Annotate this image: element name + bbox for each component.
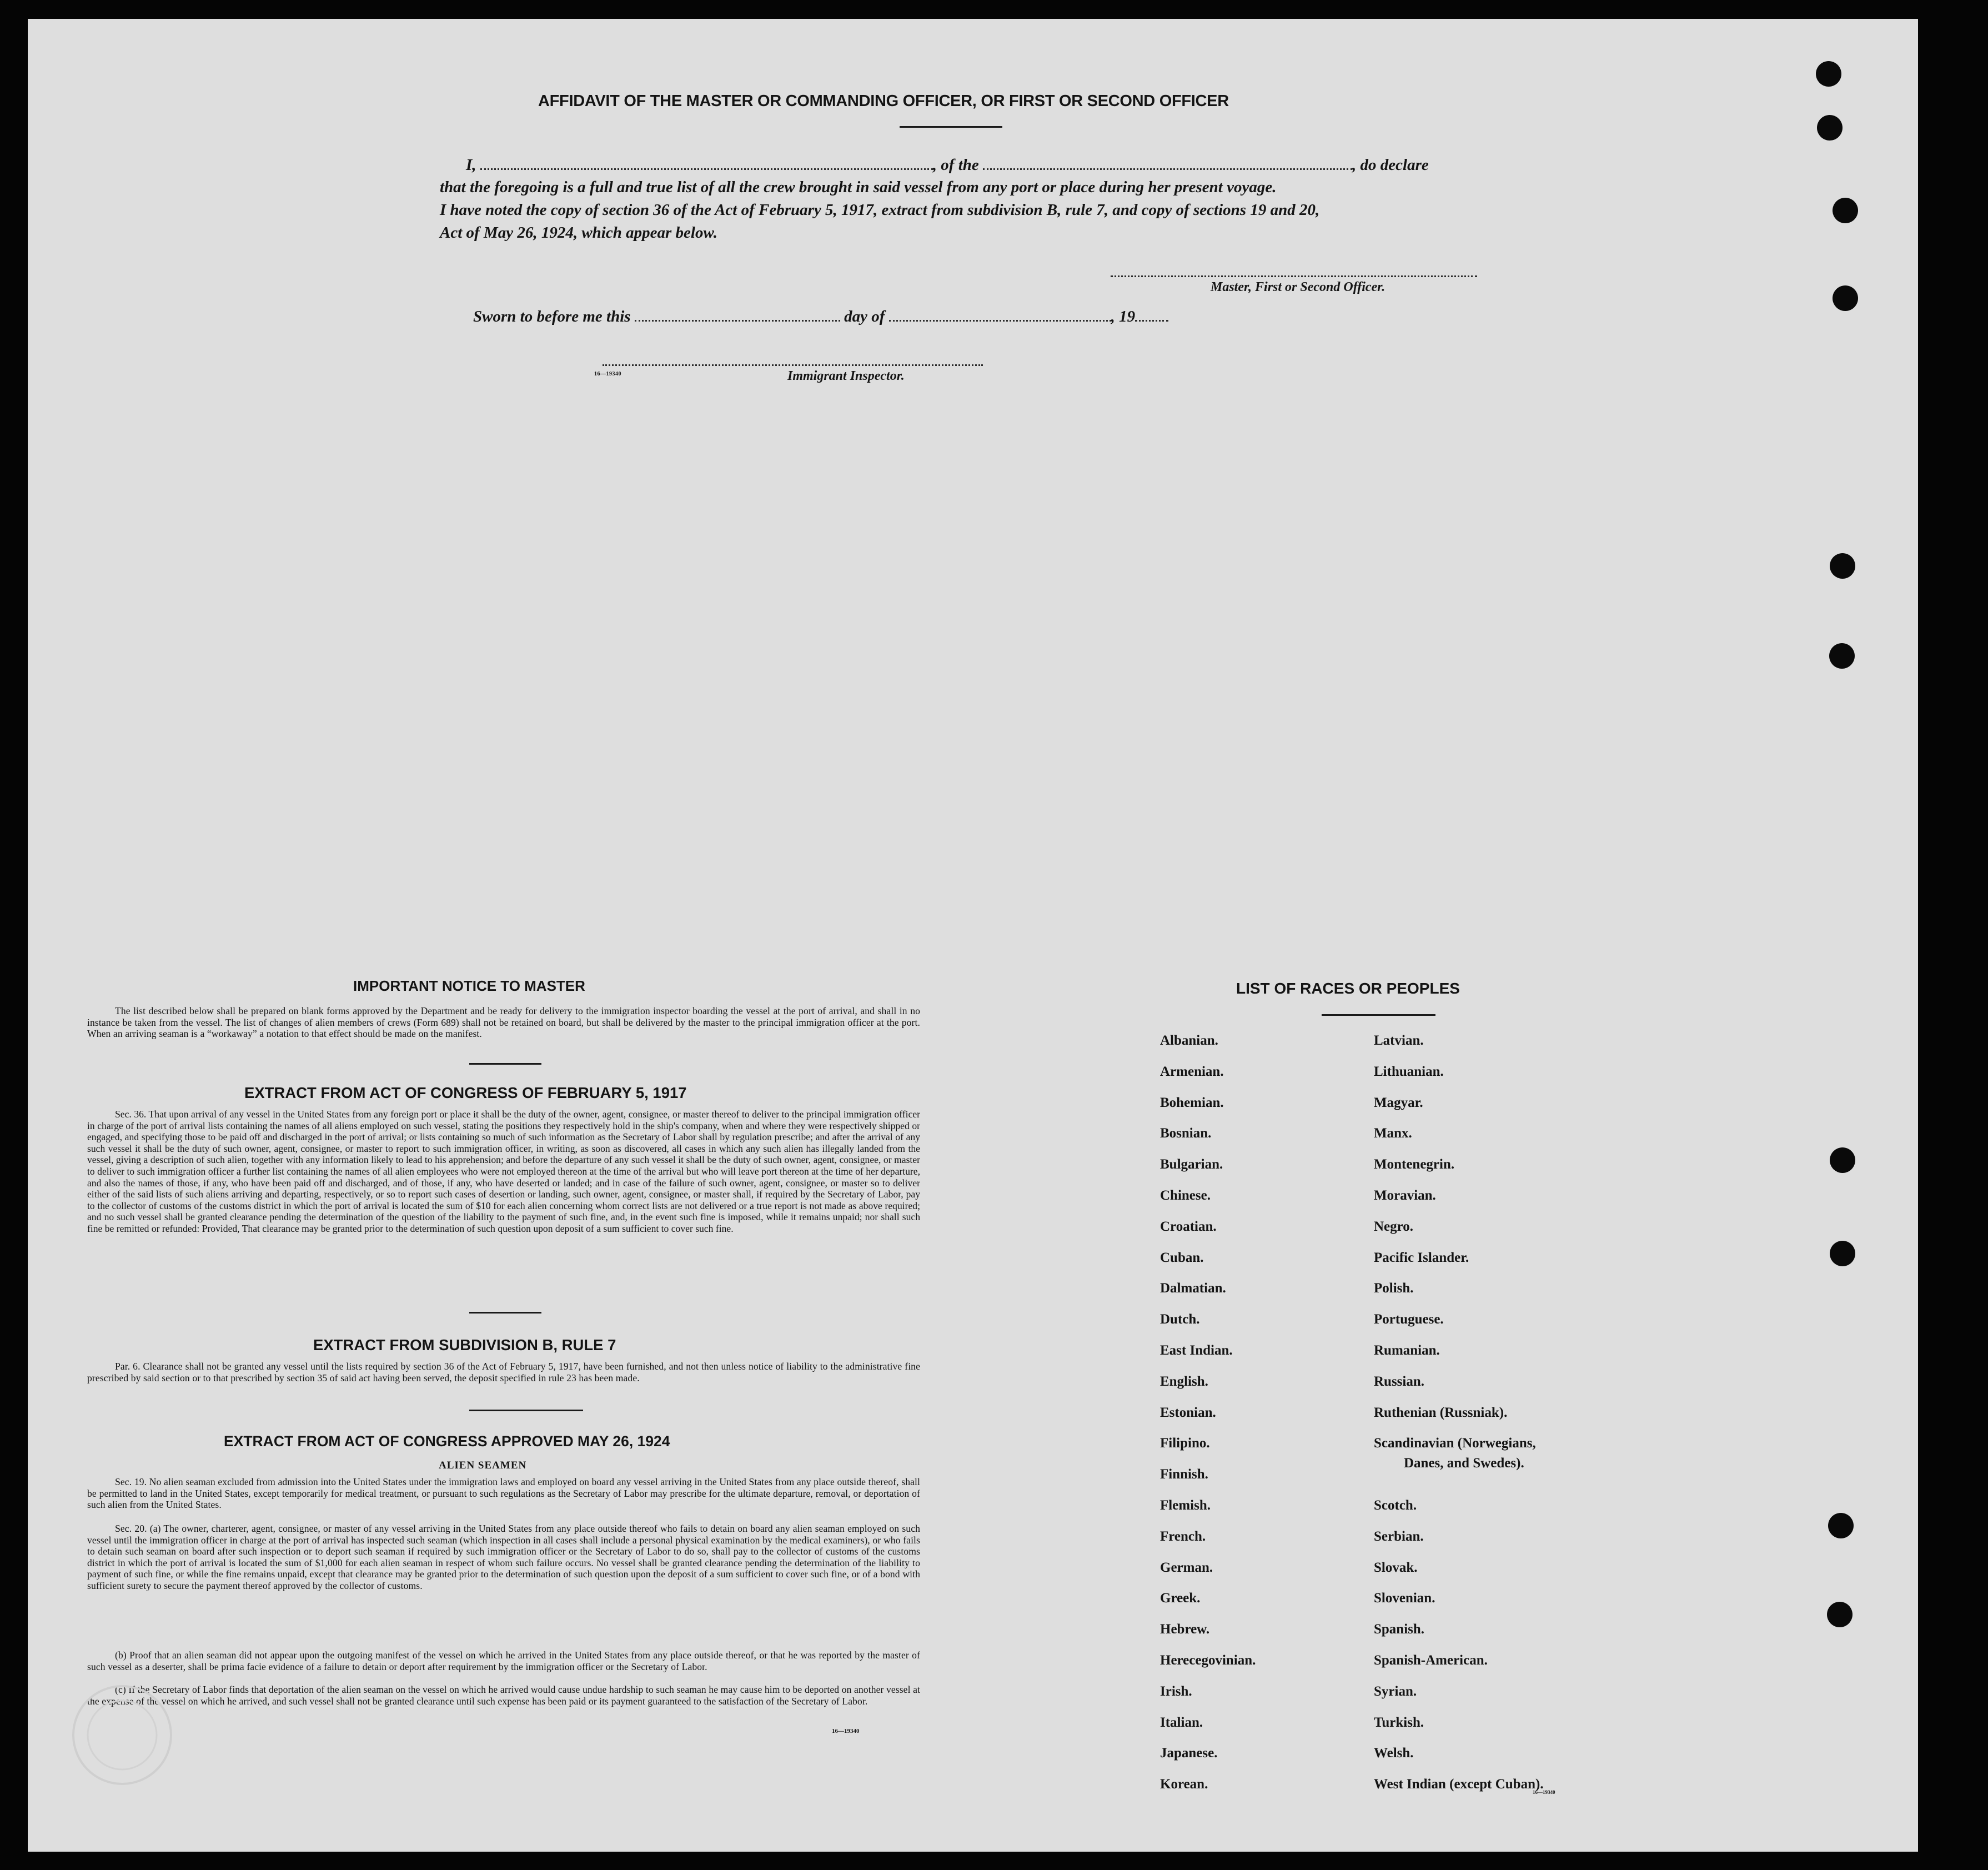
race-item: Spanish-American. (1374, 1653, 1488, 1668)
extract-1924-title: EXTRACT FROM ACT OF CONGRESS APPROVED MAY 26, 1924 (224, 1433, 670, 1450)
sec19-body: Sec. 19. No alien seaman excluded from admission into the United States under the immigration laws and employed on board any vessel arriving in the United States from any place outside thereof, shall be permitted to land in the United States, except temporarily for medical treatment, or pursuant to such regulations as the Secretary of Labor may prescribe for the ultimate departure, removal, or deportation of such alien from the United States. (87, 1476, 920, 1511)
punch-hole-icon (1830, 1241, 1855, 1266)
extract-1917-rule (469, 1312, 541, 1313)
of-the-label: , of the (932, 156, 979, 174)
punch-hole-icon (1828, 1513, 1854, 1538)
extract-1917-title: EXTRACT FROM ACT OF CONGRESS OF FEBRUARY 5, 1917 (244, 1084, 687, 1101)
race-item: Hebrew. (1160, 1622, 1210, 1637)
race-item: Danes, and Swedes). (1404, 1456, 1524, 1471)
punch-hole-icon (1827, 1602, 1853, 1627)
punch-hole-icon (1833, 285, 1858, 311)
race-item: Filipino. (1160, 1436, 1210, 1451)
races-form-number: 16—19340 (1533, 1789, 1555, 1795)
title-rule (900, 126, 1002, 128)
notice-body: The list described below shall be prepared on blank forms approved by the Department and be ready for delivery to the immigration inspector boarding the vessel at the port of arrival, and shall in no instance be taken from the vessel. The list of changes of alien members of crews (Form 689) shall not be retained on board, but shall be delivered by the master to the principal immigration officer at the port. When an arriving seaman is a “workaway” a notation to that effect should be made on the manifest. (87, 1005, 920, 1040)
race-item: Welsh. (1374, 1746, 1414, 1761)
sworn-year-blank[interactable] (1135, 307, 1168, 322)
extract-1924-subtitle: ALIEN SEAMEN (439, 1460, 527, 1471)
race-item: Croatian. (1160, 1219, 1217, 1234)
affidavit-line4: Act of May 26, 1924, which appear below. (440, 224, 717, 242)
race-item: Rumanian. (1374, 1343, 1440, 1358)
race-item: Pacific Islander. (1374, 1250, 1469, 1265)
race-item: Dalmatian. (1160, 1281, 1226, 1296)
i-label: I, (466, 156, 476, 174)
signature-line[interactable] (1111, 275, 1477, 277)
race-item: East Indian. (1160, 1343, 1233, 1358)
races-rule (1322, 1014, 1435, 1016)
race-item: Montenegrin. (1374, 1157, 1455, 1172)
vessel-blank[interactable] (983, 155, 1352, 170)
race-item: Bulgarian. (1160, 1157, 1223, 1172)
sworn-month-blank[interactable] (889, 307, 1111, 322)
punch-hole-icon (1817, 115, 1843, 141)
race-item: Italian. (1160, 1714, 1203, 1730)
do-declare-label: , do declare (1352, 156, 1429, 174)
race-item: Syrian. (1374, 1683, 1417, 1699)
race-item: Estonian. (1160, 1405, 1216, 1420)
punch-hole-icon (1816, 61, 1841, 87)
race-item: Moravian. (1374, 1188, 1436, 1203)
race-item: Scandinavian (Norwegians, (1374, 1436, 1536, 1451)
inspector-signature-line[interactable] (603, 364, 983, 366)
race-item: English. (1160, 1373, 1208, 1389)
signature-label: Master, First or Second Officer. (1211, 280, 1385, 294)
race-item: Finnish. (1160, 1467, 1208, 1482)
affidavit-form-number: 16—19340 (594, 371, 621, 377)
extract-1917-body: Sec. 36. That upon arrival of any vessel in the United States from any foreign port or place it shall be the duty of the owner, agent, consignee, or master thereof to deliver to the principal immigration officer in charge of the port of arrival lists containing the names of all aliens employed on such vessel, stating the positions they respectively hold in the ship's company, when and where they were respectively shipped or engaged, and specifying those to be paid off and discharged in the port of arrival; or lists containing so much of such information as the Secretary of Labor shall by regulation prescribe; and after the arrival of any such vessel it shall be the duty of such owner, agent, consignee, or master to report to such immigration officer, in writing, as soon as discovered, all cases in which any such alien has illegally landed from the vessel, giving a description of such alien, together with any information likely to lead to his apprehension; and before the departure of any such vessel it shall be the duty of such owner, agent, consignee, or master to deliver to such immigration officer a further list containing the names of all alien employees who were not employed thereon at the time of the arrival but who will leave port thereon at the time of her departure, and also the names of those, if any, who have been paid off and discharged, and of those, if any, who have deserted or landed; and in case of the failure of such owner, agent, consignee, or master so to deliver either of the said lists of such aliens arriving and departing, respectively, or so to report such cases of desertion or landing, such owner, agent, consignee, or master shall, if required by the Secretary of Labor, pay to the collector of customs of the customs district in which the port of arrival is located the sum of $10 for each alien concerning whom correct lists are not delivered or a true report is not made as above required; and no such vessel shall be granted clearance pending the determination of the question of the liability to the payment of such fine, and, in the event such fine is imposed, while it remains unpaid; nor shall such fine be remitted or refunded: Provided, That clearance may be granted prior to the determination of such question upon deposit of a sum sufficient to cover such fine. (87, 1109, 920, 1234)
punch-hole-icon (1830, 553, 1855, 579)
race-item: Cuban. (1160, 1250, 1204, 1265)
race-item: Polish. (1374, 1281, 1414, 1296)
races-title: LIST OF RACES OR PEOPLES (1236, 980, 1460, 997)
race-item: Slovak. (1374, 1560, 1418, 1575)
race-item: Negro. (1374, 1219, 1414, 1234)
race-item: Chinese. (1160, 1188, 1211, 1203)
race-item: Latvian. (1374, 1033, 1424, 1048)
race-item: Greek. (1160, 1591, 1201, 1606)
race-item: Japanese. (1160, 1746, 1218, 1761)
sworn-label: Sworn to before me this (473, 308, 631, 325)
embossed-seal-icon (67, 1680, 178, 1791)
sec20b-body: (b) Proof that an alien seaman did not appear upon the outgoing manifest of the vessel on which he arrived in the United States from any place outside thereof, or that he was reported by the master of such vessel as a deserter, shall be prima facie evidence of a failure to detain or deport after requirement by the immigration officer or the Secretary of Labor. (87, 1650, 920, 1672)
race-item: Spanish. (1374, 1622, 1425, 1637)
race-item: Korean. (1160, 1777, 1208, 1792)
race-item: German. (1160, 1560, 1213, 1575)
race-item: Portuguese. (1374, 1312, 1444, 1327)
year-label: , 19 (1111, 308, 1136, 325)
race-item: Herecegovinian. (1160, 1653, 1256, 1668)
race-item: Magyar. (1374, 1095, 1423, 1110)
affidavit-line3: I have noted the copy of section 36 of the Act of February 5, 1917, extract from subdivision B, rule 7, and copy of sections 19 and 20, (440, 201, 1320, 219)
race-item: French. (1160, 1528, 1206, 1544)
name-blank[interactable] (480, 155, 933, 170)
punch-hole-icon (1833, 198, 1858, 223)
race-item: Bohemian. (1160, 1095, 1224, 1110)
sec20c-body: (c) If the Secretary of Labor finds that deportation of the alien seaman on the vessel on which he arrived would cause undue hardship to such seaman he may cause him to be deported on another vessel at the expense of the vessel on which he arrived, and such vessel shall not be granted clearance until such expense has been paid or its payment guaranteed to the satisfaction of the Secretary of Labor. (87, 1684, 920, 1707)
rule7-rule (469, 1410, 583, 1411)
race-item: Ruthenian (Russniak). (1374, 1405, 1508, 1420)
extract-1924-form-number: 16—19340 (832, 1728, 860, 1734)
race-item: Serbian. (1374, 1528, 1424, 1544)
affidavit-line2: that the foregoing is a full and true list of all the crew brought in said vessel from any port or place during her present voyage. (440, 178, 1277, 196)
race-item: Turkish. (1374, 1714, 1424, 1730)
sworn-line (473, 307, 1306, 326)
race-item: Lithuanian. (1374, 1064, 1444, 1079)
race-item: Irish. (1160, 1683, 1192, 1699)
race-item: Armenian. (1160, 1064, 1224, 1079)
race-item: Manx. (1374, 1126, 1412, 1141)
race-item: Dutch. (1160, 1312, 1200, 1327)
race-item: Bosnian. (1160, 1126, 1212, 1141)
rule7-body: Par. 6. Clearance shall not be granted any vessel until the lists required by section 36 of the Act of February 5, 1917, have been furnished, and not then unless notice of liability to the administrative fine prescribed by said section or to that prescribed by section 35 of said act having been served, the deposit specified in rule 23 has been made. (87, 1361, 920, 1383)
scan-border (1918, 0, 1988, 1870)
race-item: Scotch. (1374, 1498, 1417, 1513)
form-page (28, 19, 1918, 1852)
race-item: Slovenian. (1374, 1591, 1435, 1606)
affidavit-title: AFFIDAVIT OF THE MASTER OR COMMANDING OFFICER, OR FIRST OR SECOND OFFICER (538, 92, 1229, 110)
affidavit-line1 (466, 155, 1521, 174)
race-item: Flemish. (1160, 1498, 1211, 1513)
notice-rule (469, 1063, 541, 1065)
day-of-label: day of (844, 308, 885, 325)
sec20a-body: Sec. 20. (a) The owner, charterer, agent, consignee, or master of any vessel arriving in the United States from any place outside thereof who fails to detain on board any alien seaman employed on such vessel until the immigration officer in charge at the port of arrival has inspected such seaman (which inspection in all cases shall include a personal physical examination by the medical examiners), or who fails to detain such seaman on board after such inspection or to deport such seaman if required by such immigration officer or the Secretary of Labor to do so, shall pay to the collector of customs of the customs district in which the port of arrival is located the sum of $1,000 for each alien seaman in respect of whom such failure occurs. No vessel shall be granted clearance pending the determination of the liability to payment of such fine, or while the fine remains unpaid, except that clearance may be granted prior to the determination of such question upon the deposit of a sum sufficient to cover such fine, or of a bond with sufficient surety to secure the payment thereof approved by the collector of customs. (87, 1523, 920, 1591)
punch-hole-icon (1830, 1147, 1855, 1173)
punch-hole-icon (1829, 643, 1855, 669)
race-item: West Indian (except Cuban). (1374, 1777, 1544, 1792)
sworn-day-blank[interactable] (635, 307, 840, 322)
race-item: Albanian. (1160, 1033, 1218, 1048)
notice-title: IMPORTANT NOTICE TO MASTER (353, 977, 585, 994)
race-item: Russian. (1374, 1373, 1425, 1389)
rule7-title: EXTRACT FROM SUBDIVISION B, RULE 7 (313, 1336, 616, 1353)
inspector-label: Immigrant Inspector. (787, 369, 905, 383)
